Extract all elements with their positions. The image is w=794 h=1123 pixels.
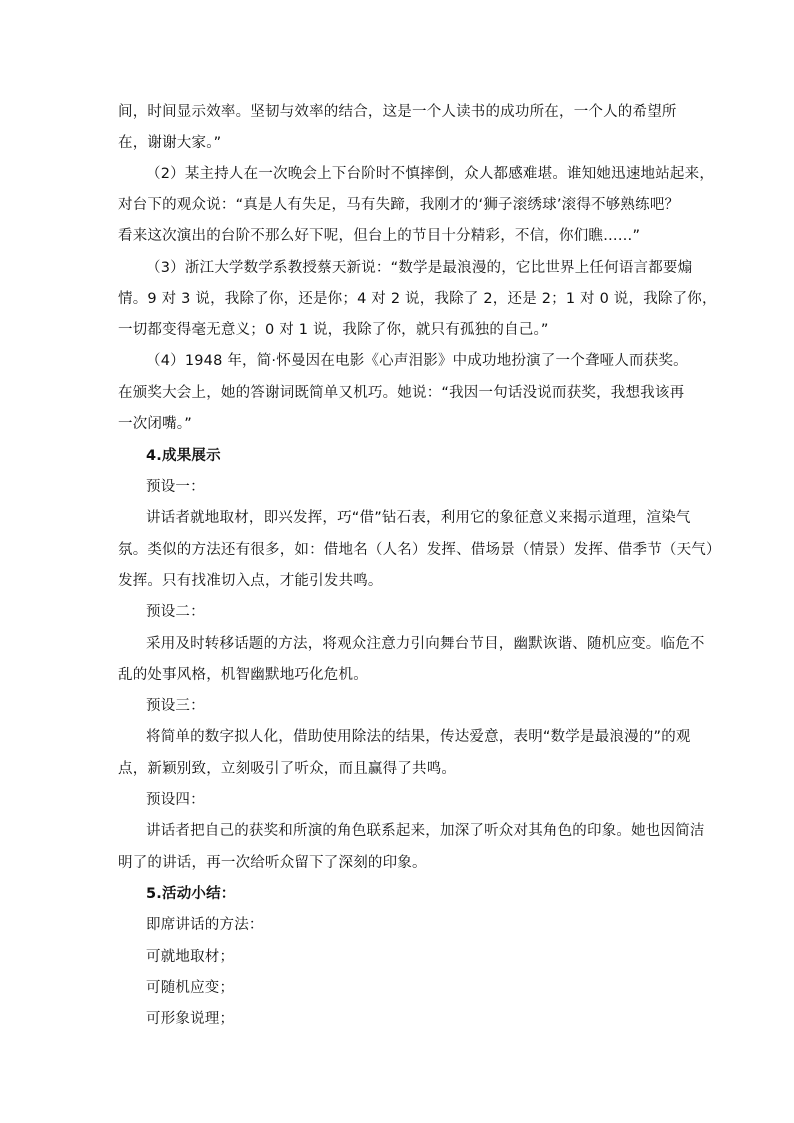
text-line: 乱的处事风格，机智幽默地巧化危机。 [118, 667, 368, 683]
text-line: 将简单的数字拟人化，借助使用除法的结果，传达爱意，表明“数学是最浪漫的”的观 [146, 729, 691, 745]
text-line: 预设二： [146, 604, 205, 620]
text-line: 讲话者把自己的获奖和所演的角色联系起来，加深了听众对其角色的印象。她也因简洁 [146, 823, 705, 839]
text-line: 点，新颖别致，立刻吸引了听众，而且赢得了共鸣。 [118, 761, 457, 777]
text-line: 情。9 对 3 说，我除了你，还是你；4 对 2 说，我除了 2，还是 2；1 对 0 说，我除了你， [118, 291, 717, 307]
text-line: 对台下的观众说：“真是人有失足，马有失蹄，我刚才的‘狮子滚绣球’滚得不够熟练吧？ [118, 197, 680, 213]
section-heading: 5.活动小结： [146, 886, 236, 902]
text-line: （2）某主持人在一次晚会上下台阶时不慎摔倒，众人都感难堪。谁知她迅速地站起来， [146, 166, 715, 182]
text-line: 氛。类似的方法还有很多，如：借地名（人名）发挥、借场景（情景）发挥、借季节（天气） [118, 542, 721, 558]
text-line: 预设一： [146, 479, 205, 495]
section-heading: 4.成果展示 [146, 448, 221, 464]
text-line: 发挥。只有找准切入点，才能引发共鸣。 [118, 573, 383, 589]
text-line: 讲话者就地取材，即兴发挥，巧“借”钻石表，利用它的象征意义来揭示道理，渲染气 [146, 510, 691, 526]
text-line: 在颁奖大会上，她的答谢词既简单又机巧。她说：“我因一句话没说而获奖，我想我该再 [118, 385, 685, 401]
text-line: 间，时间显示效率。坚韧与效率的结合，这是一个人读书的成功所在，一个人的希望所 [118, 104, 677, 120]
text-line: 可随机应变； [146, 980, 235, 996]
text-line: 看来这次演出的台阶不那么好下呢，但台上的节目十分精彩，不信，你们瞧……” [118, 228, 641, 244]
text-line: 一切都变得毫无意义；0 对 1 说，我除了你，就只有孤独的自己。” [118, 322, 549, 338]
text-line: （3）浙江大学数学系教授蔡天新说：“数学是最浪漫的，它比世界上任何语言都要煽 [146, 260, 693, 276]
text-line: 预设四： [146, 792, 205, 808]
text-line: （4）1948 年，简·怀曼因在电影《心声泪影》中成功地扮演了一个聋哑人而获奖。 [146, 353, 688, 369]
text-line: 预设三： [146, 698, 205, 714]
text-line: 一次闭嘴。” [118, 416, 192, 432]
text-line: 可就地取材； [146, 949, 235, 965]
text-line: 即席讲话的方法： [146, 917, 264, 933]
text-line: 可形象说理； [146, 1011, 235, 1027]
text-line: 采用及时转移话题的方法，将观众注意力引向舞台节目，幽默诙谐、随机应变。临危不 [146, 636, 705, 652]
text-line: 在，谢谢大家。” [118, 135, 222, 151]
text-line: 明了的讲话，再一次给听众留下了深刻的印象。 [118, 855, 427, 871]
